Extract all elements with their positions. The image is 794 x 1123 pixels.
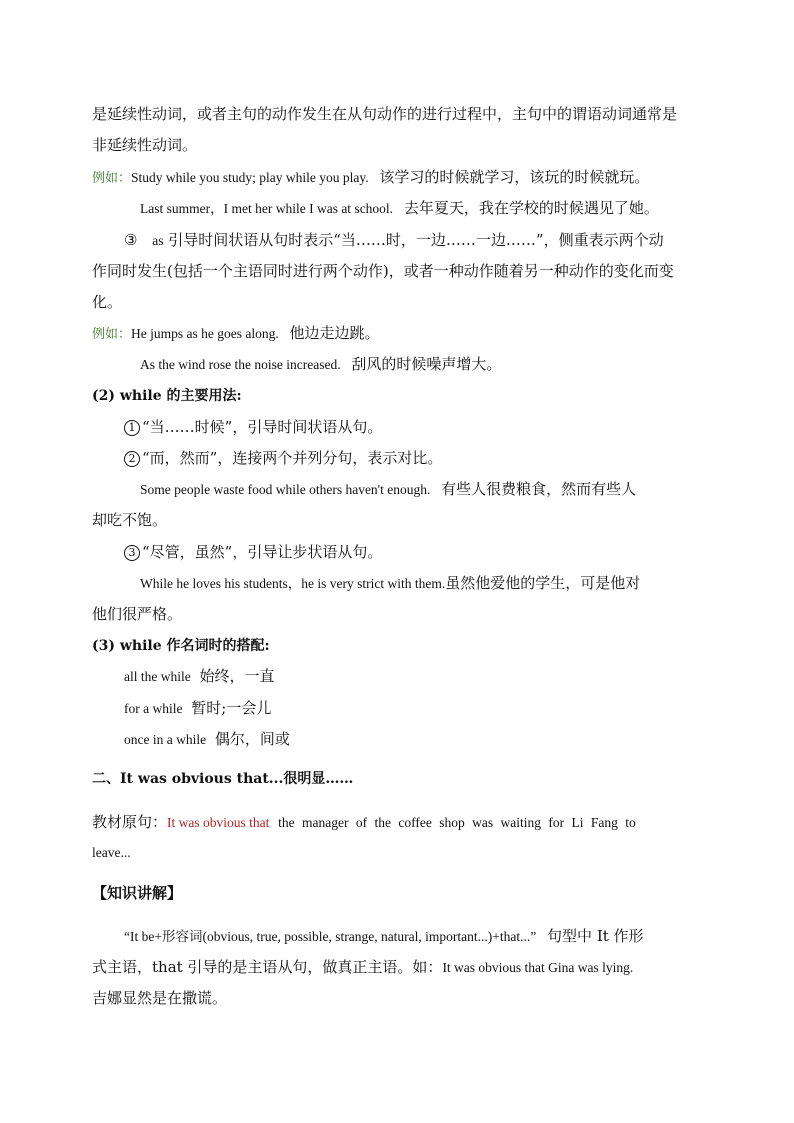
example-english: Some people waste food while others haven't enough. <box>140 482 431 497</box>
section-heading: 二、It was obvious that...很明显…… <box>92 771 354 787</box>
example-english: Last summer，I met her while I was at school. <box>140 201 394 216</box>
collocation-english: once in a while <box>124 732 207 747</box>
paragraph-text: 句型中 It 作形 <box>547 927 644 945</box>
example-label: 例如： <box>92 171 132 186</box>
item-number: 1 <box>124 420 140 436</box>
paragraph-line: 化。 <box>92 293 123 311</box>
example-english: It was obvious that Gina was lying. <box>442 960 634 975</box>
collocation-english: for a while <box>124 701 183 716</box>
keyword: as <box>152 233 164 248</box>
collocation-chinese: 偶尔，间或 <box>214 730 290 748</box>
list-item-text: “尽管，虽然”，引导让步状语从句。 <box>142 543 383 561</box>
source-sentence: leave... <box>92 845 131 860</box>
example-chinese: 他边走边跳。 <box>289 324 380 342</box>
highlight-phrase: It was obvious that <box>167 815 270 830</box>
example-line <box>140 354 501 375</box>
section-heading: (3) while 作名词时的搭配: <box>92 638 270 654</box>
example-english: He jumps as he goes along. <box>131 326 279 341</box>
paragraph-line <box>92 957 633 978</box>
collocation-item <box>124 666 275 687</box>
example-english: As the wind rose the noise increased. <box>140 357 341 372</box>
source-english: the manager of the coffee shop was waiting for Li Fang to <box>278 815 636 830</box>
paragraph-line: 是延续性动词，或者主句的动作发生在从句动作的进行过程中，主句中的谓语动词通常是 <box>92 105 678 123</box>
list-item <box>124 448 442 468</box>
example-english: While he loves his students，he is very strict with them. <box>140 576 446 591</box>
paragraph-text: 式主语，that 引导的是主语从句，做真正主语。如： <box>92 958 443 976</box>
collocation-item <box>124 729 290 750</box>
example-line <box>140 198 659 219</box>
paragraph-line <box>124 230 664 251</box>
item-number: 2 <box>124 451 140 467</box>
list-item-text: “而，然而”，连接两个并列分句，表示对比。 <box>142 449 443 467</box>
example-line: 他们很严格。 <box>92 605 183 623</box>
paragraph-line <box>124 926 644 947</box>
example-label: 例如： <box>92 327 132 342</box>
collocation-item <box>124 698 271 719</box>
paragraph-line: 作同时发生(包括一个主语同时进行两个动作)，或者一种动作随着另一种动作的变化而变 <box>92 262 674 280</box>
source-sentence <box>92 812 636 833</box>
paragraph-text: 引导时间状语从句时表示“当……时，一边……一边……”，侧重表示两个动 <box>168 231 664 249</box>
example-line <box>92 167 649 189</box>
example-english: Study while you study; play while you play. <box>131 170 369 185</box>
example-chinese: 有些人很费粮食，然而有些人 <box>441 480 637 498</box>
section-heading: 【知识讲解】 <box>92 884 183 902</box>
paragraph-line: 非延续性动词。 <box>92 136 198 154</box>
example-line <box>92 323 380 345</box>
source-label: 教材原句： <box>92 813 168 831</box>
item-number: ③ <box>124 231 138 249</box>
example-chinese: 去年夏天，我在学校的时候遇见了她。 <box>403 199 659 217</box>
example-line: 却吃不饱。 <box>92 511 168 529</box>
collocation-chinese: 始终，一直 <box>199 667 275 685</box>
item-number: 3 <box>124 545 140 561</box>
list-item <box>124 542 382 562</box>
example-chinese: 虽然他爱他的学生，可是他对 <box>445 574 641 592</box>
collocation-chinese: 暂时;一会儿 <box>191 699 272 717</box>
paragraph-line: 吉娜显然是在撒谎。 <box>92 989 228 1007</box>
example-chinese: 该学习的时候就学习，该玩的时候就玩。 <box>379 168 650 186</box>
example-line <box>140 479 636 500</box>
example-line <box>140 573 640 594</box>
example-chinese: 刮风的时候噪声增大。 <box>351 355 502 373</box>
list-item-text: “当……时候”，引导时间状语从句。 <box>142 418 383 436</box>
list-item <box>124 417 382 437</box>
section-heading: (2) while 的主要用法: <box>92 388 242 404</box>
pattern-text: “It be+形容词(obvious, true, possible, strange, natural, important...)+that...” <box>124 929 537 944</box>
collocation-english: all the while <box>124 669 191 684</box>
